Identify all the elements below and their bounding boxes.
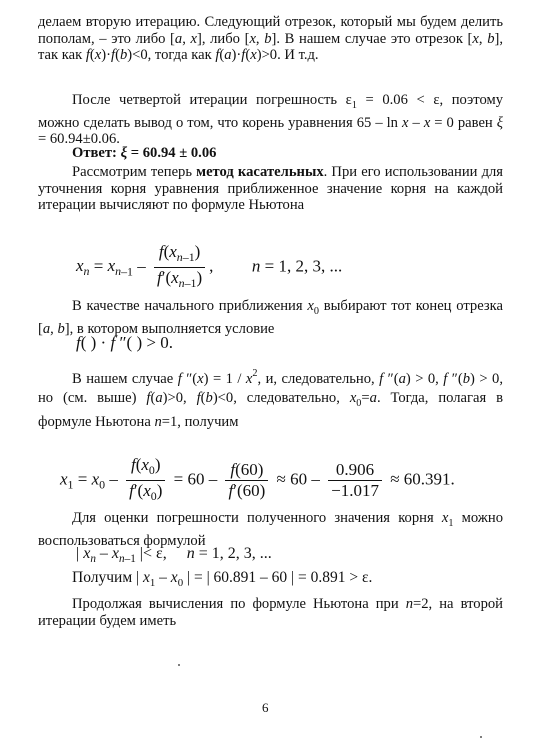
scan-speck (178, 664, 180, 666)
paragraph-6: Для оценки погрешности полученного значения корня $x_1$ можно воспользоваться формулой (38, 510, 504, 549)
paragraph-2: После четвертой итерации погрешность $\varepsilon_1 = 0.06 < \varepsilon$, поэтому можно сделать вывод о том, что корень уравнения 65 – ln x – x = 0 равен ξ = 60.94±0.06. (38, 92, 503, 148)
x1-formula: $x_1 = x_0$ – $\frac{f(x_0)}{f'(x_0)}$ = 60 – $\frac{f(60)}{f'(60)}$ ≈ 60 – $\frac{0.906}{-1.017}$ ≈ 60.391. (60, 455, 455, 506)
scan-speck (480, 736, 482, 738)
paragraph-1: делаем вторую итерацию. Следующий отрезок, который мы будем делить пополам, – это либо [a, x], либо [x, b]. В нашем случае это отрезок [x, b], так как f(x)·f(b)<0, тогда как f(a)·f(x)>0. И т.д. (38, 14, 503, 64)
answer-line: Ответ: ξ = 60.94 ± 0.06 (72, 145, 217, 161)
error-formula: | $x_n - x_{n-1}$ |< ε, n = 1, 2, 3, ... (76, 545, 272, 565)
paragraph-8: Продолжая вычисления по формуле Ньютона при n=2, на второй итерации будем иметь (38, 596, 503, 629)
paragraph-5: В нашем случае f $''(x) = 1 / x^2$, и, следовательно, f ″(a) > 0, f ″(b) > 0, но (см. выше) f(a)>0, f(b)<0, следовательно, $x_0=a$. Тогда, полагая в формуле Ньютона n=1, получим (38, 368, 504, 430)
paragraph-7: Получим | $x_1 - x_0$ | = | 60.891 – 60 | = 0.891 > ε. (72, 569, 373, 589)
newton-fraction: $\frac{f(x_{n-1})}{f'(x_{n-1})}$ (154, 242, 205, 293)
paragraph-4: В качестве начального приближения $x_0$ выбирают тот конец отрезка [a, b], в котором выполняется условие (38, 298, 503, 337)
newton-formula: $x_n = x_{n-1}$ – $\frac{f(x_{n-1})}{f'(x_{n-1})}$ , n = 1, 2, 3, ... (76, 242, 342, 293)
page-number: 6 (262, 700, 269, 715)
x1-fraction-3: $\frac{0.906}{-1.017}$ (328, 460, 382, 501)
paragraph-3: Рассмотрим теперь метод касательных. При его использовании для уточнения корня уравнения приближенное значение корня на каждой итерации вычисляют по формуле Ньютона (38, 164, 503, 214)
condition-formula: f( ) · f ″( ) > 0. (76, 333, 173, 352)
x1-fraction-1: $\frac{f(x_0)}{f'(x_0)}$ (126, 455, 165, 506)
x1-fraction-2: $\frac{f(60)}{f'(60)}$ (225, 460, 268, 501)
